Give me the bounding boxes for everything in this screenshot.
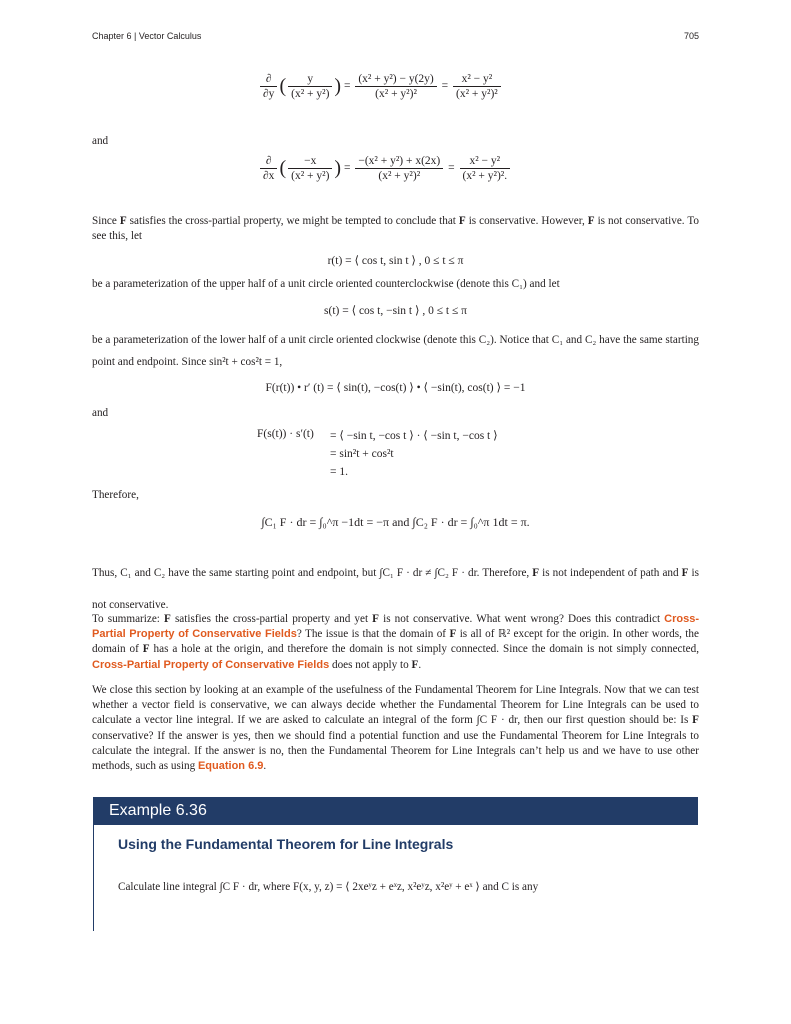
- example-left-rule: [93, 825, 94, 931]
- equation-r: r(t) = ⟨ cos t, sin t ⟩ , 0 ≤ t ≤ π: [327, 255, 464, 267]
- link-cross-partial-2[interactable]: Cross-Partial Property of Conservative Fields: [92, 658, 330, 671]
- paragraph-upper-half: be a parameterization of the upper half of a unit circle oriented counterclockwise (denote this C₁) and let: [92, 278, 560, 290]
- equation-F-s-line1: = ⟨ −sin t, −cos t ⟩ · ⟨ −sin t, −cos t ⟩: [330, 430, 498, 442]
- equation-F-s-lhs: F(s(t)) · s′(t): [257, 428, 314, 440]
- example-subtitle: Using the Fundamental Theorem for Line Integrals: [118, 836, 454, 852]
- and-text-2: and: [92, 407, 109, 419]
- running-header-chapter: Chapter 6 | Vector Calculus: [92, 31, 202, 41]
- link-equation-6-9[interactable]: Equation 6.9: [197, 760, 264, 773]
- therefore-text: Therefore,: [92, 489, 139, 501]
- equation-integrals: ∫C₁ F · dr = ∫₀^π −1dt = −π and ∫C₂ F · dr = ∫₀^π 1dt = π.: [261, 515, 530, 529]
- link-cross-partial-1[interactable]: Cross-Partial Property of Conservative Fields: [92, 613, 699, 641]
- equation-F-s-line3: = 1.: [330, 466, 348, 478]
- running-header-page-number: 705: [683, 31, 699, 41]
- paragraph-summarize: To summarize: F satisfies the cross-partial property and yet F is not conservative. What went wrong? Does this contradict Cross-Partial Property of Conservative Fields? The issue is that the domain of F is all of ℝ² except for the origin. In other words, the domain of F has a hole at the origin, and therefore the domain is not simply connected. Since the domain is not simply connected, Cross-Partial Property of Conservative Fields does not apply to F.: [92, 613, 699, 671]
- example-header-bar: [93, 797, 698, 825]
- paragraph-lower-half: be a parameterization of the lower half of a unit circle oriented clockwise (denote this C₂). Notice that C₁ and C₂ have the same starting point and endpoint. Since sin²t + cos²t = 1,: [92, 334, 699, 368]
- equation-s: s(t) = ⟨ cos t, −sin t ⟩ , 0 ≤ t ≤ π: [324, 305, 467, 317]
- equation-F-s-line2: = sin²t + cos²t: [330, 448, 394, 460]
- paragraph-close-section: We close this section by looking at an example of the usefulness of the Fundamental Theorem for Line Integrals. Now that we can test whether a vector field is conservative, we can always decide whether the Fundamental Theorem for Line Integrals can be used to calculate a vector line integral. If we are asked to calculate an integral of the form ∫C F · dr, then our first question should be: Is F conservative? If the answer is yes, then we should find a potential function and use the Fundamental Theorem for Line Integrals to calculate the integral. If the answer is no, then the Fundamental Theorem for Line Integrals can’t help us and we have to use other methods, such as using Equation 6.9.: [92, 684, 699, 773]
- paragraph-not-independent: Thus, C₁ and C₂ have the same starting point and endpoint, but ∫C₁ F · dr ≠ ∫C₂ F · dr. Therefore, F is not independent of path and F is not conservative.: [92, 567, 700, 611]
- and-text-1: and: [92, 135, 109, 147]
- example-problem-text: Calculate line integral ∫C F · dr, where F(x, y, z) = ⟨ 2xeʸz + eˣz, x²eʸz, x²eʸ + eˣ ⟩ and C is any: [118, 881, 539, 893]
- example-title: Example 6.36: [109, 802, 207, 819]
- equation-partial-x: $\frac{\partial}{\partial x}$ ( $\frac{-x}{\text{(x² + y²)}}$ ) = $\frac{\text{−(x² + y²) + x(2x)}}{\text{(x² + y²)²}}$ = $\frac{\text{x² − y²}}{\text{(x² + y²)².}}$: [258, 155, 512, 182]
- equation-F-r: F(r(t)) • r′ (t) = ⟨ sin(t), −cos(t) ⟩ • ⟨ −sin(t), cos(t) ⟩ = −1: [265, 382, 526, 394]
- paragraph-cross-partial: Since F satisfies the cross-partial property, we might be tempted to conclude that F is conservative. However, F is not conservative. To see this, let: [92, 215, 699, 243]
- equation-partial-y: $\frac{\partial}{\partial y}$ ( $\frac{y}{\text{(x² + y²)}}$ ) = $\frac{\text{(x² + y²) − y(2y)}}{\text{(x² + y²)²}}$ = $\frac{\text{x² − y²}}{\text{(x² + y²)²}}$: [258, 73, 503, 100]
